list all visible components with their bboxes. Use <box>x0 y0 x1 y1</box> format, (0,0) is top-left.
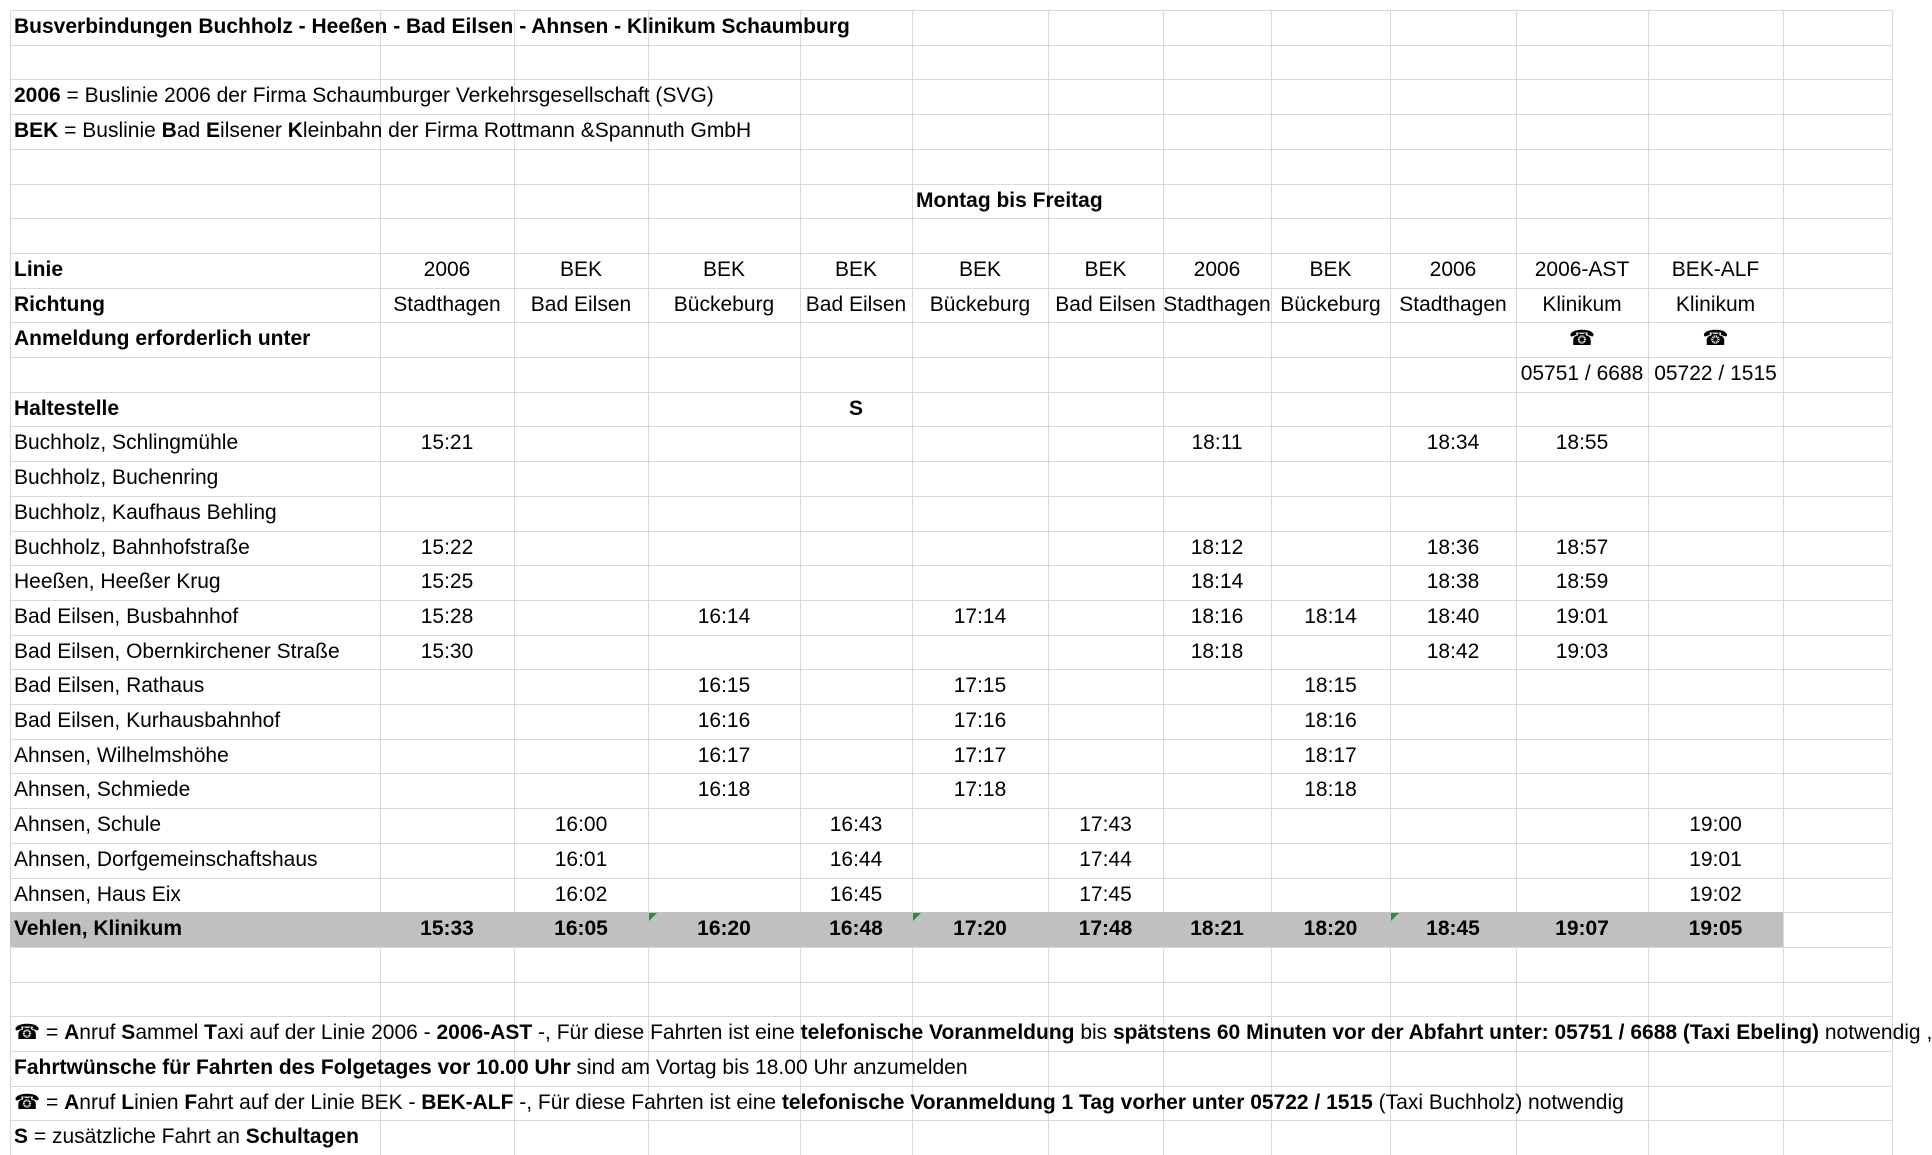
linie-cell: 2006-AST <box>1534 258 1630 281</box>
stop-name: Buchholz, Kaufhaus Behling <box>14 501 277 524</box>
footnote-line-run: axi auf der Linie 2006 - <box>217 1021 437 1044</box>
days-label: Montag bis Freitag <box>916 189 1103 212</box>
footnote-line <box>10 1120 1892 1155</box>
departure-time: 16:02 <box>554 883 608 906</box>
linie-cell: BEK <box>834 258 878 281</box>
legend-line-run: = Buslinie 2006 der Firma Schaumburger Verkehrsgesellschaft (SVG) <box>60 84 714 107</box>
footnote-line-run: (Taxi Buchholz) notwendig <box>1372 1091 1624 1114</box>
arrival-time: 17:48 <box>1048 912 1163 947</box>
departure-time: 18:57 <box>1555 536 1609 559</box>
departure-time: 19:00 <box>1689 813 1742 836</box>
footnote-line-run: ☎ = <box>14 1091 65 1114</box>
richtung-cell: Bad Eilsen <box>530 293 632 316</box>
departure-time: 18:15 <box>1304 674 1357 697</box>
richtung-cell: Klinikum <box>1542 293 1622 316</box>
departure-time: 16:00 <box>554 813 608 836</box>
departure-time: 18:16 <box>1304 709 1357 732</box>
departure-time: 16:16 <box>697 709 751 732</box>
departure-time: 16:18 <box>697 778 751 801</box>
page-title: Busverbindungen Buchholz - Heeßen - Bad Eilsen - Ahnsen - Klinikum Schaumburg <box>14 15 850 38</box>
departure-time: 15:30 <box>420 640 474 663</box>
footnote-line-run: BEK-ALF <box>421 1091 514 1114</box>
footnote-line-run: 2006-AST <box>436 1021 533 1044</box>
departure-time: 17:44 <box>1079 848 1132 871</box>
departure-time: 18:34 <box>1426 431 1480 454</box>
legend-line-run: 2006 <box>14 84 61 107</box>
footnote-line-run: nruf <box>79 1021 122 1044</box>
footnote-line-run: A <box>64 1091 80 1114</box>
arrival-time: 19:05 <box>1648 912 1783 947</box>
stop-name: Ahnsen, Dorfgemeinschaftshaus <box>14 848 318 871</box>
departure-time: 18:11 <box>1191 431 1243 454</box>
richtung-cell: Bückeburg <box>929 293 1031 316</box>
linie-cell: 2006 <box>1429 258 1477 281</box>
departure-time: 17:43 <box>1079 813 1132 836</box>
footnote-line-run: nruf <box>79 1091 122 1114</box>
row-label-anmeldung: Anmeldung erforderlich unter <box>14 327 311 350</box>
footnote-line-run: sind am Vortag bis 18.00 Uhr anzumelden <box>570 1056 968 1079</box>
departure-time: 15:25 <box>420 570 474 593</box>
stop-name: Ahnsen, Schmiede <box>14 778 191 801</box>
richtung-cell: Bad Eilsen <box>1055 293 1156 316</box>
departure-time: 17:45 <box>1079 883 1132 906</box>
row-label-haltestelle: Haltestelle <box>14 397 120 420</box>
footnote-line-run: T <box>204 1021 217 1044</box>
linie-cell: BEK <box>702 258 746 281</box>
footnote-line-run: notwendig , <box>1819 1021 1932 1044</box>
phone-icon: ☎ <box>1568 327 1596 350</box>
departure-time: 18:42 <box>1426 640 1480 663</box>
departure-time: 17:18 <box>953 778 1007 801</box>
legend-line-run: BEK <box>14 119 59 142</box>
departure-time: 19:01 <box>1555 605 1609 628</box>
row-label-richtung: Richtung <box>14 293 105 316</box>
legend-line-run: leinbahn der Firma Rottmann &Spannuth GmbH <box>302 119 752 142</box>
row-label-linie: Linie <box>14 258 64 281</box>
departure-time: 18:14 <box>1190 570 1244 593</box>
stop-name: Bad Eilsen, Busbahnhof <box>14 605 239 628</box>
footnote-line-run: -, Für diese Fahrten ist eine <box>513 1091 782 1114</box>
school-trip-mark: S <box>848 397 863 420</box>
footnote-line-run: S <box>121 1021 136 1044</box>
footnote-line-run: inien <box>134 1091 185 1114</box>
legend-line <box>10 79 1271 114</box>
stop-name: Bad Eilsen, Rathaus <box>14 674 205 697</box>
richtung-cell: Stadthagen <box>393 293 501 316</box>
linie-cell: 2006 <box>423 258 471 281</box>
departure-time: 18:18 <box>1190 640 1244 663</box>
departure-time: 16:14 <box>697 605 751 628</box>
phone-icon: ☎ <box>1702 327 1729 350</box>
arrival-time: 16:05 <box>514 912 648 947</box>
footnote-line-run: telefonische Voranmeldung 1 Tag vorher unter 05722 / 1515 <box>781 1091 1373 1114</box>
stop-name: Ahnsen, Wilhelmshöhe <box>14 744 229 767</box>
footnote-line-run: telefonische Voranmeldung <box>800 1021 1075 1044</box>
footnote-line-run: = zusätzliche Fahrt an <box>28 1125 246 1148</box>
linie-cell: BEK <box>559 258 603 281</box>
departure-time: 18:12 <box>1190 536 1244 559</box>
departure-time: 18:17 <box>1304 744 1357 767</box>
arrival-time: 19:07 <box>1516 912 1648 947</box>
footnote-line <box>10 1086 1892 1121</box>
departure-time: 17:14 <box>953 605 1007 628</box>
final-stop-name: Vehlen, Klinikum <box>10 912 380 947</box>
departure-time: 16:01 <box>554 848 608 871</box>
footnote-line-run: A <box>64 1021 80 1044</box>
arrival-time: 18:21 <box>1163 912 1271 947</box>
legend-line-run: ad <box>176 119 207 142</box>
departure-time: 16:44 <box>829 848 883 871</box>
footnote-line-run: ammel <box>135 1021 205 1044</box>
departure-time: 16:15 <box>697 674 751 697</box>
arrival-time: 17:20 <box>912 912 1048 947</box>
departure-time: 19:03 <box>1555 640 1609 663</box>
cell-comment-marker <box>649 913 657 921</box>
departure-time: 17:15 <box>953 674 1007 697</box>
linie-cell: BEK <box>1084 258 1127 281</box>
legend-line-run: = Buslinie <box>58 119 162 142</box>
richtung-cell: Stadthagen <box>1399 293 1507 316</box>
footnote-line-run: S <box>14 1125 29 1148</box>
stop-name: Heeßen, Heeßer Krug <box>14 570 221 593</box>
richtung-cell: Bad Eilsen <box>805 293 907 316</box>
departure-time: 16:45 <box>829 883 883 906</box>
departure-time: 16:43 <box>829 813 883 836</box>
footnote-line-run: L <box>121 1091 135 1114</box>
stop-name: Bad Eilsen, Obernkirchener Straße <box>14 640 340 663</box>
linie-cell: BEK <box>1309 258 1352 281</box>
legend-line <box>10 114 1271 149</box>
cell-comment-marker <box>913 913 921 921</box>
richtung-cell: Stadthagen <box>1163 293 1271 316</box>
stop-name: Bad Eilsen, Kurhausbahnhof <box>14 709 281 732</box>
footnote-line-run: spätstens 60 Minuten vor der Abfahrt unter: 05751 / 6688 (Taxi Ebeling) <box>1113 1021 1820 1044</box>
legend-line-run: K <box>287 119 303 142</box>
footnote-line <box>10 1051 1892 1086</box>
departure-time: 18:59 <box>1555 570 1609 593</box>
richtung-cell: Bückeburg <box>673 293 775 316</box>
footnote-line <box>10 1016 1932 1051</box>
phone-number: 05751 / 6688 <box>1520 362 1644 385</box>
footnote-line-run: Fahrtwünsche für Fahrten des Folgetages vor 10.00 Uhr <box>14 1056 571 1079</box>
stop-name: Buchholz, Buchenring <box>14 466 219 489</box>
richtung-cell: Klinikum <box>1675 293 1756 316</box>
cell-comment-marker <box>1391 913 1399 921</box>
arrival-time: 15:33 <box>380 912 514 947</box>
arrival-time: 18:45 <box>1390 912 1516 947</box>
departure-time: 17:16 <box>953 709 1007 732</box>
footnote-line-run: ☎ = <box>14 1021 65 1044</box>
legend-line-run: ilsener <box>220 119 288 142</box>
departure-time: 18:16 <box>1190 605 1244 628</box>
legend-line-run: E <box>206 119 221 142</box>
stop-name: Ahnsen, Schule <box>14 813 162 836</box>
departure-time: 16:17 <box>697 744 751 767</box>
departure-time: 18:55 <box>1555 431 1609 454</box>
phone-number: 05722 / 1515 <box>1654 362 1777 385</box>
departure-time: 17:17 <box>953 744 1007 767</box>
departure-time: 19:01 <box>1689 848 1742 871</box>
departure-time: 18:36 <box>1426 536 1480 559</box>
departure-time: 15:21 <box>420 431 474 454</box>
departure-time: 19:02 <box>1689 883 1742 906</box>
linie-cell: 2006 <box>1193 258 1241 281</box>
stop-name: Buchholz, Bahnhofstraße <box>14 536 250 559</box>
departure-time: 18:14 <box>1304 605 1357 628</box>
footnote-line-run: ahrt auf der Linie BEK - <box>197 1091 422 1114</box>
footnote-line-run: F <box>184 1091 198 1114</box>
departure-time: 15:22 <box>420 536 474 559</box>
arrival-time: 18:20 <box>1271 912 1390 947</box>
departure-time: 18:40 <box>1426 605 1480 628</box>
departure-time: 15:28 <box>420 605 474 628</box>
departure-time: 18:18 <box>1304 778 1357 801</box>
legend-line-run: B <box>161 119 177 142</box>
footnote-line-run: -, Für diese Fahrten ist eine <box>532 1021 801 1044</box>
linie-cell: BEK-ALF <box>1671 258 1760 281</box>
linie-cell: BEK <box>958 258 1002 281</box>
footnote-line-run: bis <box>1074 1021 1113 1044</box>
richtung-cell: Bückeburg <box>1280 293 1381 316</box>
stop-name: Buchholz, Schlingmühle <box>14 431 239 454</box>
footnote-line-run: Schultagen <box>245 1125 359 1148</box>
departure-time: 18:38 <box>1426 570 1480 593</box>
arrival-time: 16:20 <box>648 912 800 947</box>
arrival-time: 16:48 <box>800 912 912 947</box>
stop-name: Ahnsen, Haus Eix <box>14 883 181 906</box>
